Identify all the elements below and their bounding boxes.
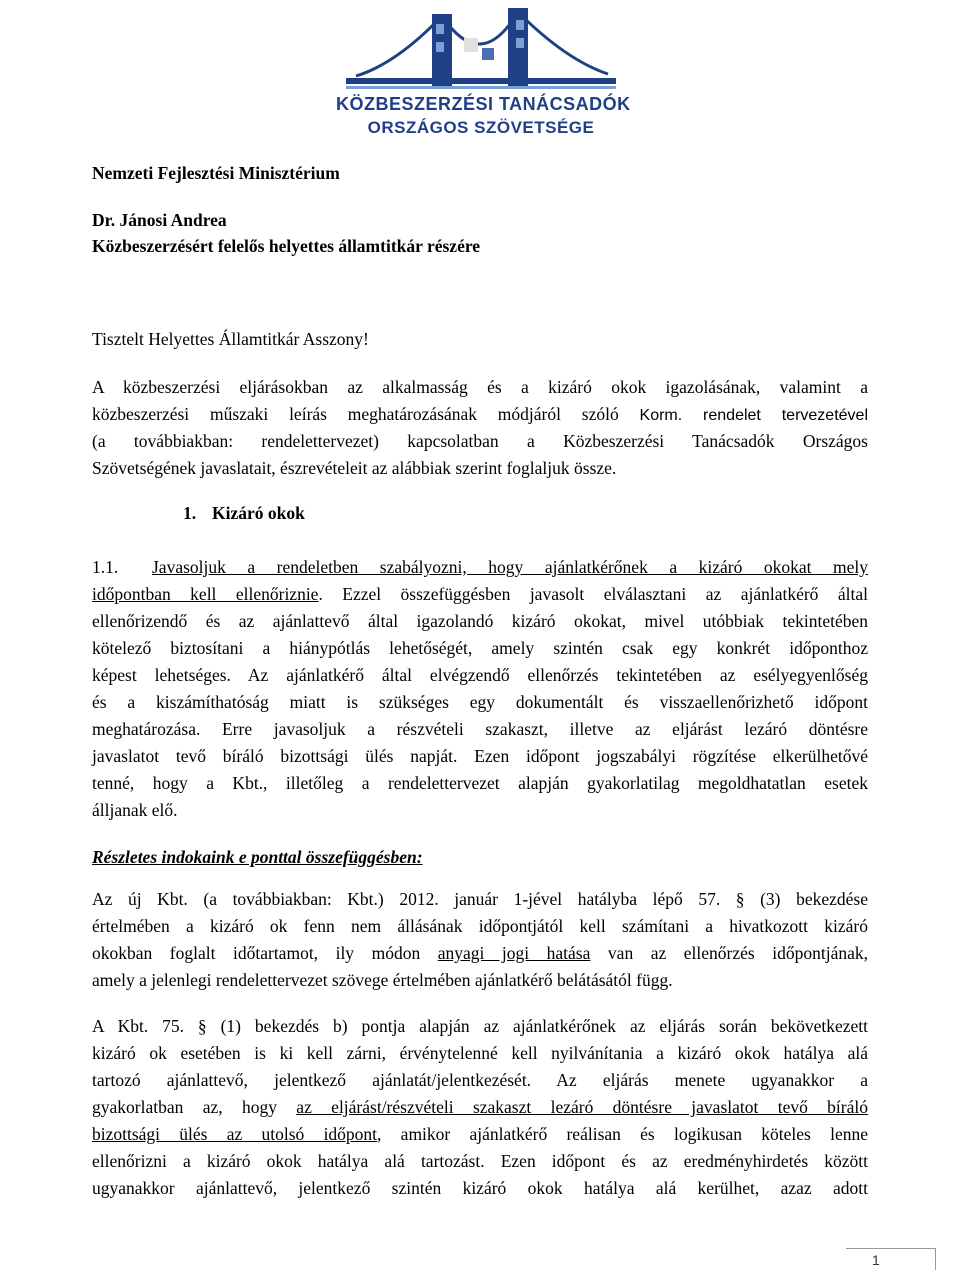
para2-underlined-text: anyagi jogi hatása bbox=[437, 943, 591, 963]
intro-line: Szövetségének javaslatait, észrevételeit az alábbiak szerint foglaljuk össze. bbox=[92, 458, 617, 478]
item-underlined-text: Javasoljuk a rendeletben szabályozni, hogy ajánlatkérőnek a kizáró okokat mely bbox=[152, 557, 868, 577]
recipient-name: Dr. Jánosi Andrea bbox=[92, 210, 227, 230]
para3-line: kizáró ok esetében is ki kell zárni, érvénytelenné kell nyilvánítania a kizáró okok hatálya alá bbox=[92, 1043, 868, 1063]
item-line: kötelező biztosítani a hiánypótlás lehetőségét, amely szintén csak egy konkrét időponthoz bbox=[92, 638, 868, 658]
intro-text-sans: Korm. rendelet tervezetével bbox=[639, 407, 869, 424]
item-underlined-text: időpontban kell ellenőriznie bbox=[92, 584, 319, 604]
section-title: Kizáró okok bbox=[212, 503, 305, 523]
footer-divider-vertical bbox=[935, 1248, 936, 1270]
logo bbox=[336, 4, 631, 138]
para3-line bbox=[92, 1096, 868, 1118]
para2-text: van az ellenőrzés időpontjának, bbox=[607, 943, 868, 963]
para2-line: értelmében a kizáró ok fenn nem állásának időpontjától kell számítani a hivatkozott kizáró bbox=[92, 916, 868, 936]
para3-underlined-text: bizottsági ülés az utolsó időpont bbox=[92, 1124, 378, 1144]
item-line bbox=[152, 556, 868, 578]
recipient-title: Közbeszerzésért felelős helyettes államtitkár részére bbox=[92, 236, 481, 256]
item-number: 1.1. bbox=[92, 557, 119, 577]
para3-line: tartozó ajánlattevő, jelentkező ajánlatát/jelentkezését. Az eljárás menete ugyanakkor a bbox=[92, 1070, 868, 1090]
para3-underlined-text: az eljárást/részvételi szakaszt lezáró döntésre javaslatot tevő bíráló bbox=[296, 1097, 868, 1117]
item-line: és a kiszámíthatóság miatt is szükséges egy dokumentált és visszaellenőrizhető időpont bbox=[92, 692, 868, 712]
salutation: Tisztelt Helyettes Államtitkár Asszony! bbox=[92, 329, 369, 349]
para3-text: gyakorlatban az, hogy bbox=[92, 1097, 277, 1117]
intro-line bbox=[92, 403, 868, 427]
item-line: képest lehetséges. Az ajánlatkérő által elvégzendő ellenőrzés tekintetében az esélyegyenlőség bbox=[92, 665, 868, 685]
bridge-logo-icon bbox=[336, 4, 626, 96]
item-text: . Ezzel összefüggésben javasolt elválasztani az ajánlatkérő által bbox=[318, 584, 868, 604]
para3-line bbox=[92, 1123, 868, 1145]
section-number: 1. bbox=[183, 503, 197, 523]
intro-line: A közbeszerzési eljárásokban az alkalmasság és a kizáró okok igazolásának, valamint a bbox=[92, 377, 868, 397]
para3-line: ugyanakkor ajánlattevő, jelentkező szintén kizáró okok hatálya alá kerülhet, azaz adott bbox=[92, 1178, 868, 1198]
para2-text: okokban foglalt időtartamot, ily módon bbox=[92, 943, 421, 963]
para2-line: Az új Kbt. (a továbbiakban: Kbt.) 2012. január 1-jével hatályba lépő 57. § (3) bekezdése bbox=[92, 889, 868, 909]
intro-text: közbeszerzési műszaki leírás meghatározásának módjáról szóló bbox=[92, 404, 619, 424]
page-number: 1 bbox=[872, 1252, 880, 1268]
para2-line bbox=[92, 942, 868, 964]
item-line bbox=[92, 583, 868, 605]
item-line: meghatározása. Erre javasoljuk a részvételi szakaszt, illetve az eljárást lezáró döntésre bbox=[92, 719, 868, 739]
item-line: álljanak elő. bbox=[92, 800, 178, 820]
item-line: ellenőrizendő és az ajánlattevő által igazolandó kizáró okokat, mivel utóbbiak tekintetében bbox=[92, 611, 868, 631]
details-heading-text: Részletes indokaink e ponttal összefüggésben: bbox=[92, 847, 423, 867]
item-line: javaslatot tevő bíráló bizottsági ülés napját. Ezen időpont jogszabályi rögzítése elkerülhetővé bbox=[92, 746, 868, 766]
para3-line: A Kbt. 75. § (1) bekezdés b) pontja alapján az ajánlatkérőnek az eljárás során bekövetkezett bbox=[92, 1016, 868, 1036]
logo-line-2: ORSZÁGOS SZÖVETSÉGE bbox=[367, 118, 595, 137]
para3-text: , amikor ajánlatkérő reálisan és logikusan köteles lenne bbox=[377, 1124, 869, 1144]
intro-line: (a továbbiakban: rendelettervezet) kapcsolatban a Közbeszerzési Tanácsadók Országos bbox=[92, 431, 868, 451]
item-line: tenné, hogy a Kbt., illetőleg a rendelettervezet alapján gyakorlatilag megoldhatatlan esetek bbox=[92, 773, 868, 793]
details-heading bbox=[92, 846, 868, 868]
footer-divider bbox=[846, 1248, 936, 1249]
recipient-org: Nemzeti Fejlesztési Minisztérium bbox=[92, 163, 340, 183]
para2-line: amely a jelenlegi rendelettervezet szövege értelmében ajánlatkérő belátásától függ. bbox=[92, 970, 673, 990]
logo-line-1: KÖZBESZERZÉSI TANÁCSADÓK bbox=[336, 94, 631, 114]
para3-line: ellenőrizni a kizáró okok hatálya alá tartozást. Ezen időpont és az eredményhirdetés között bbox=[92, 1151, 868, 1171]
